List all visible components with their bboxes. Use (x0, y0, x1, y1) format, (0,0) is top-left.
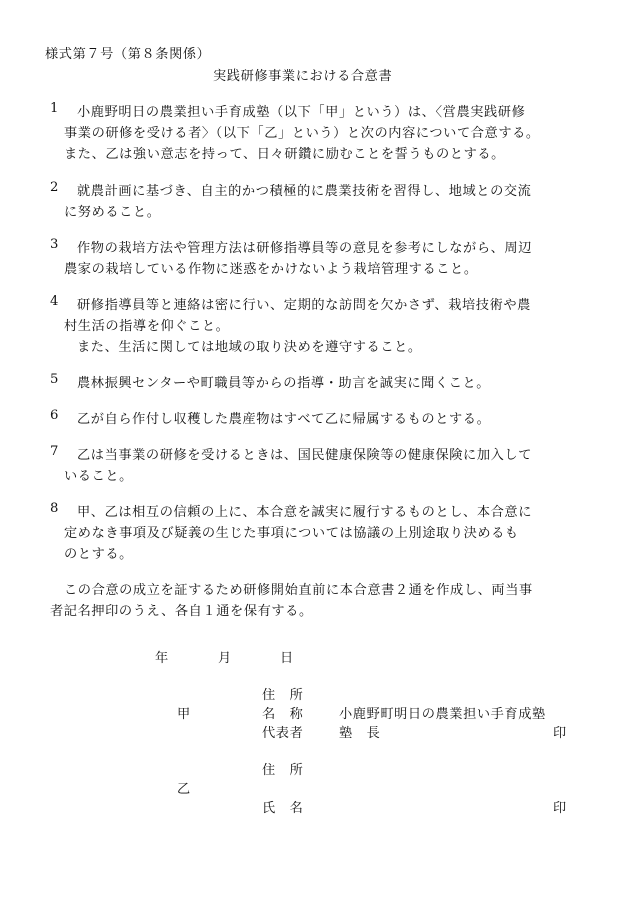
clause-text-line: 事業の研修を受ける者〉（以下「乙」という）と次の内容について合意する。 (64, 126, 540, 141)
clause-text-line: また、生活に関しては地域の取り決めを遵守すること。 (77, 340, 422, 355)
clause-number: 8 (50, 501, 59, 516)
clause-number: 2 (50, 180, 59, 195)
party-b-seal-mark: 印 (553, 801, 567, 816)
clause-text-line: のとする。 (64, 547, 133, 562)
date-year: 年 (155, 651, 169, 666)
clause-text-line: また、乙は強い意志を持って、日々研鑽に励むことを誓うものとする。 (64, 147, 505, 162)
clause-number: 7 (50, 444, 59, 459)
clause-text-line: 乙は当事業の研修を受けるときは、国民健康保険等の健康保険に加入して (77, 448, 532, 463)
clause-text-line: 乙が自ら作付し収穫した農産物はすべて乙に帰属するものとする。 (77, 412, 491, 427)
party-b-address-label: 住 所 (262, 763, 304, 778)
clause-text-line: 研修指導員等と連絡は密に行い、定期的な訪問を欠かさず、栽培技術や農 (77, 298, 531, 313)
party-a-address-label: 住 所 (262, 688, 304, 703)
clause-number: 4 (50, 294, 59, 309)
date-day: 日 (280, 651, 294, 666)
clause-number: 1 (50, 101, 59, 116)
closing-line: 者記名押印のうえ、各自１通を保有する。 (50, 604, 313, 619)
party-a-representative-value: 塾 長 (339, 726, 381, 741)
document-title: 実践研修事業における合意書 (213, 69, 393, 84)
clause-text-line: 農家の栽培している作物に迷惑をかけないよう栽培管理すること。 (64, 262, 478, 277)
party-a-representative-label: 代表者 (262, 726, 304, 741)
party-a-name-label: 名 称 (262, 707, 304, 722)
clause-text-line: いること。 (64, 469, 133, 484)
clause-text-line: に努めること。 (64, 205, 161, 220)
party-a-label: 甲 (177, 707, 191, 722)
clause-text-line: 村生活の指導を仰ぐこと。 (64, 319, 230, 334)
clause-number: 5 (50, 372, 59, 387)
party-b-name-label: 氏 名 (262, 801, 304, 816)
form-label: 様式第７号（第８条関係） (45, 47, 211, 62)
clause-number: 6 (50, 408, 59, 423)
clause-text-line: 甲、乙は相互の信頼の上に、本合意を誠実に履行するものとし、本合意に (77, 505, 532, 520)
clause-text-line: 小鹿野明日の農業担い手育成塾（以下「甲」という）は、〈営農実践研修 (77, 105, 526, 120)
party-b-label: 乙 (177, 782, 191, 797)
closing-line: この合意の成立を証するため研修開始直前に本合意書２通を作成し、両当事 (64, 583, 533, 598)
date-month: 月 (218, 651, 232, 666)
clause-text-line: 就農計画に基づき、自主的かつ積極的に農業技術を習得し、地域との交流 (77, 184, 532, 199)
clause-text-line: 定めなき事項及び疑義の生じた事項については協議の上別途取り決めるも (64, 526, 519, 541)
clause-text-line: 作物の栽培方法や管理方法は研修指導員等の意見を参考にしながら、周辺 (77, 241, 532, 256)
party-a-seal-mark: 印 (553, 726, 567, 741)
clause-number: 3 (50, 237, 59, 252)
party-a-name-value: 小鹿野町明日の農業担い手育成塾 (339, 707, 546, 722)
clause-text-line: 農林振興センターや町職員等からの指導・助言を誠実に聞くこと。 (77, 376, 491, 391)
